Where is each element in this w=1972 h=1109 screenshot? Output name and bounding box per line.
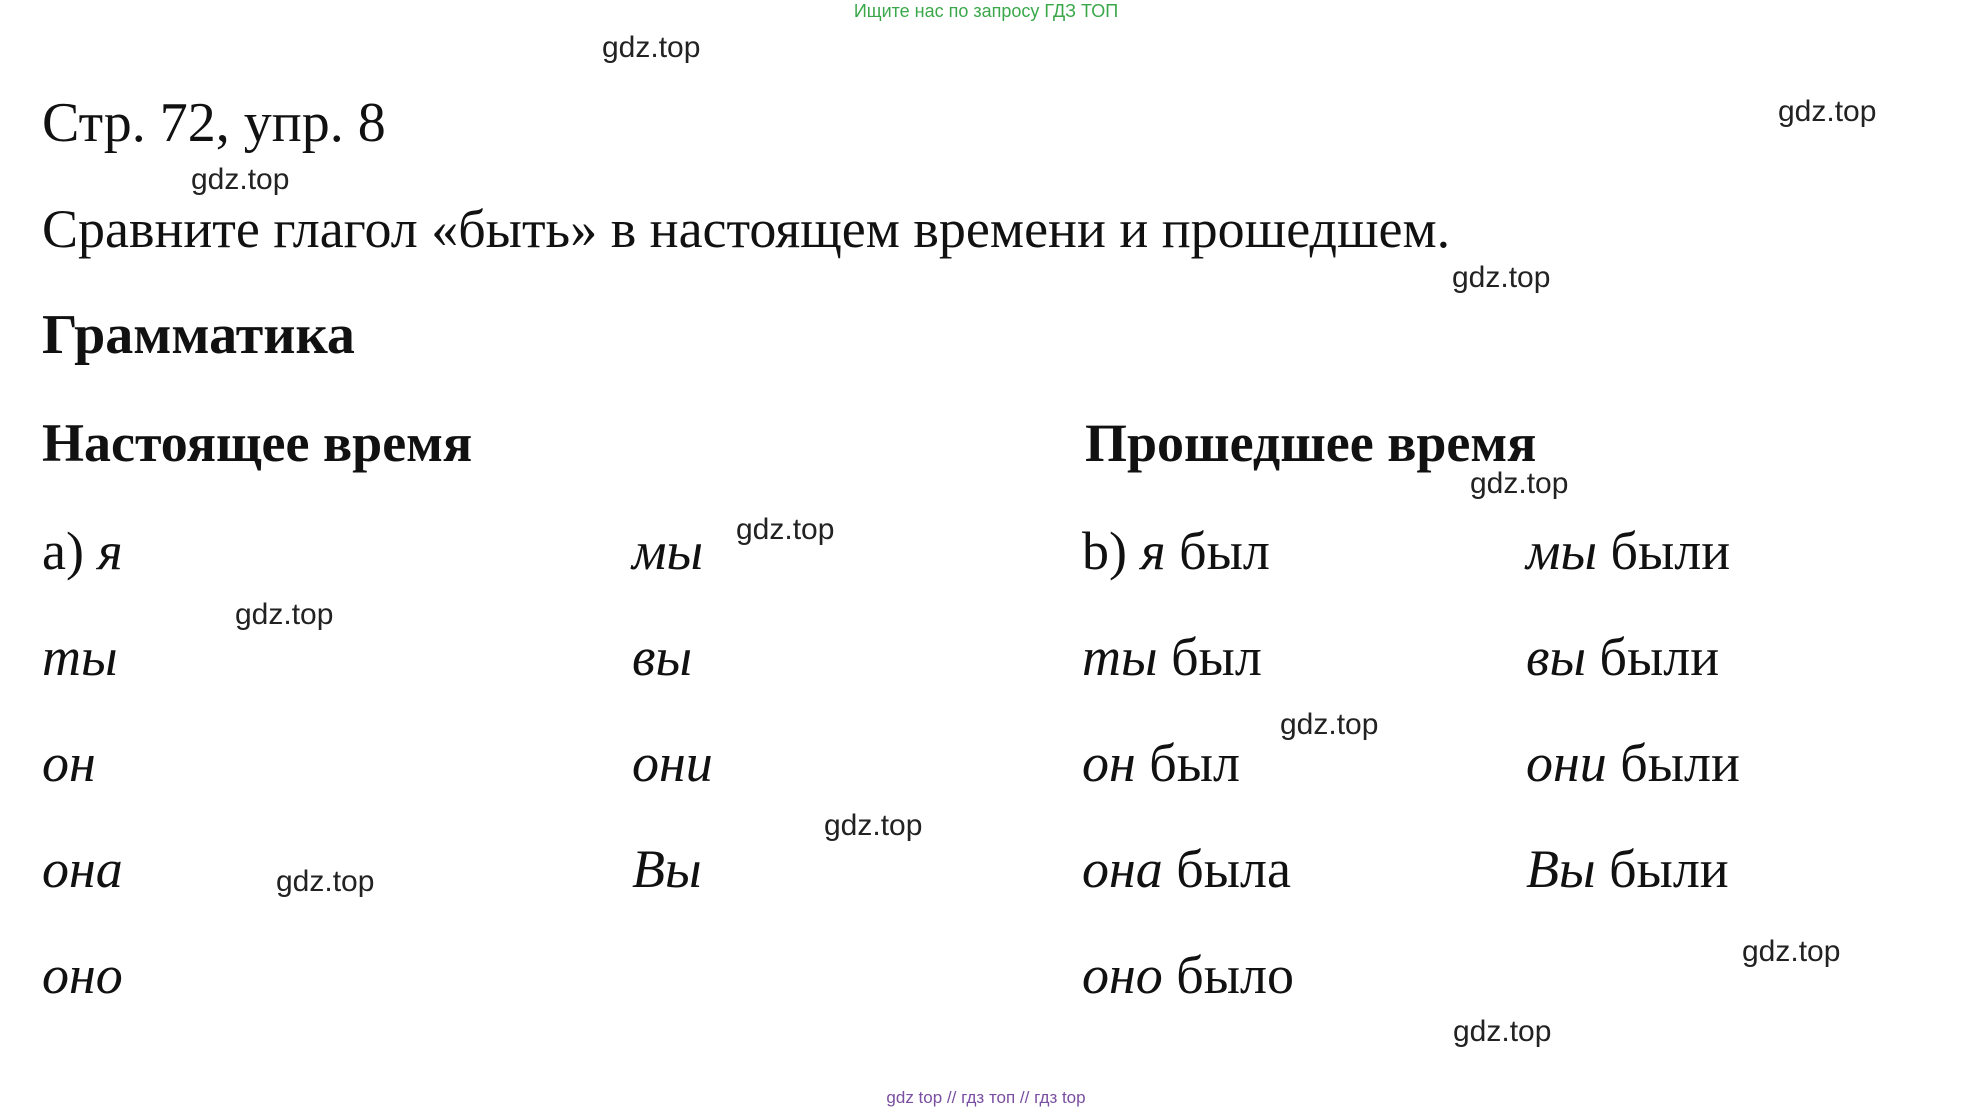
present-tense-heading: Настоящее время — [42, 413, 473, 473]
past-tense-heading: Прошедшее время — [1085, 413, 1537, 473]
past-verb: были — [1620, 733, 1740, 793]
past-form-9 — [1526, 836, 1729, 902]
past-verb: был — [1179, 521, 1270, 581]
past-form-2 — [1082, 624, 1262, 690]
section-title: Грамматика — [42, 304, 355, 366]
past-verb: был — [1149, 733, 1240, 793]
top-banner: Ищите нас по запросу ГДЗ ТОП — [853, 1, 1119, 21]
page-title: Стр. 72, упр. 8 — [42, 92, 386, 154]
watermark: gdz.top — [736, 513, 835, 546]
past-form-8 — [1526, 730, 1740, 796]
past-label: b) — [1082, 521, 1127, 581]
past-verb: был — [1171, 627, 1262, 687]
present-form-2: ты — [42, 627, 118, 687]
past-pronoun: ты — [1082, 627, 1158, 687]
watermark: gdz.top — [1453, 1015, 1552, 1048]
present-form-3: он — [42, 733, 96, 793]
present-form-4: она — [42, 839, 123, 899]
past-form-5 — [1082, 942, 1294, 1008]
watermark: gdz.top — [1280, 708, 1379, 741]
past-form-1 — [1082, 518, 1270, 584]
past-verb: было — [1176, 945, 1294, 1005]
past-verb: была — [1176, 839, 1291, 899]
past-form-4 — [1082, 836, 1291, 902]
past-form-3 — [1082, 730, 1240, 796]
watermark: gdz.top — [276, 865, 375, 898]
watermark: gdz.top — [824, 809, 923, 842]
present-form-7: вы — [632, 627, 693, 687]
past-pronoun: мы — [1526, 521, 1598, 581]
present-form-1 — [42, 518, 123, 584]
task-text: Сравните глагол «быть» в настоящем времени и прошедшем. — [42, 199, 1451, 259]
present-form-5: оно — [42, 945, 123, 1005]
past-verb: были — [1610, 521, 1731, 581]
past-verb: были — [1599, 627, 1720, 687]
past-pronoun: я — [1140, 521, 1166, 581]
present-form-6: мы — [632, 521, 704, 581]
present-form-9: Вы — [632, 839, 702, 899]
past-pronoun: оно — [1082, 945, 1163, 1005]
footer-banner: gdz top // гдз топ // гдз top — [886, 1088, 1086, 1107]
watermark: gdz.top — [235, 598, 334, 631]
past-pronoun: они — [1526, 733, 1607, 793]
past-form-6 — [1526, 518, 1730, 584]
present-label: a) — [42, 521, 84, 581]
present-pronoun: я — [97, 521, 123, 581]
past-pronoun: вы — [1526, 627, 1587, 687]
past-pronoun: Вы — [1526, 839, 1596, 899]
past-pronoun: она — [1082, 839, 1163, 899]
past-pronoun: он — [1082, 733, 1136, 793]
watermark: gdz.top — [1742, 935, 1841, 968]
present-form-8: они — [632, 733, 713, 793]
watermark: gdz.top — [1470, 467, 1569, 500]
past-verb: были — [1609, 839, 1729, 899]
watermark: gdz.top — [191, 163, 290, 196]
watermark: gdz.top — [1778, 95, 1877, 128]
watermark: gdz.top — [602, 31, 701, 64]
past-form-7 — [1526, 624, 1719, 690]
watermark: gdz.top — [1452, 261, 1551, 294]
